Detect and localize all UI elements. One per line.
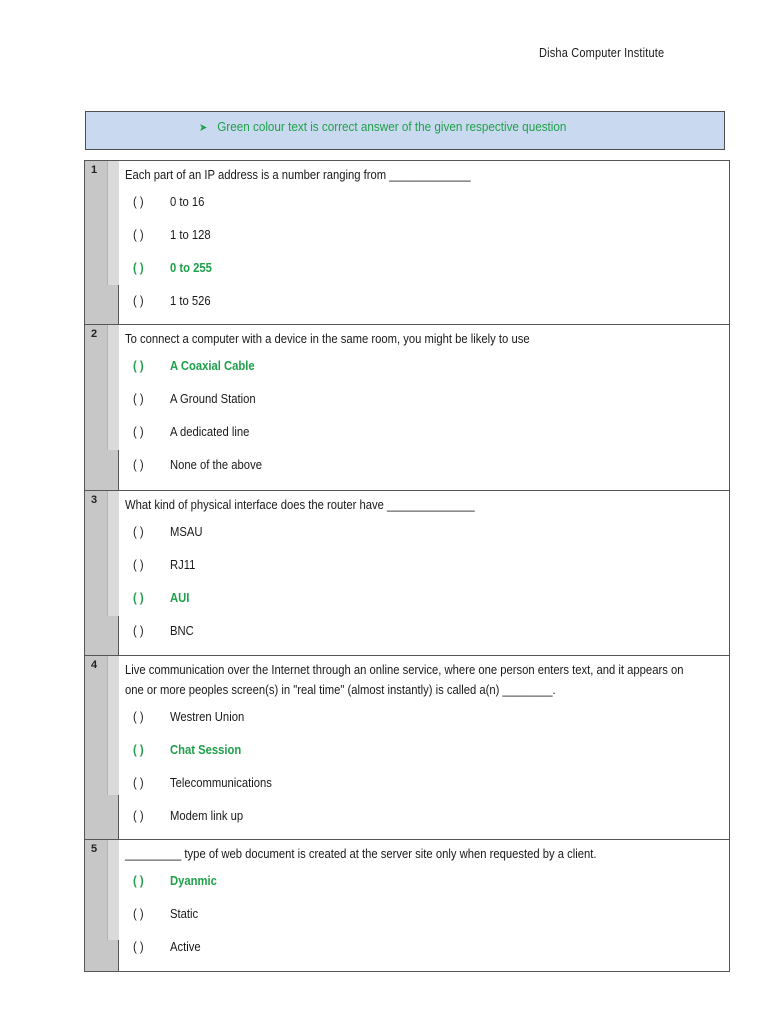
option-text: RJ11 <box>170 557 196 572</box>
option-item <box>125 218 729 251</box>
option-item <box>125 766 729 799</box>
option-text: Telecommunications <box>170 775 272 790</box>
option-marker: ( ) <box>133 293 144 308</box>
option-text: 1 to 128 <box>170 227 211 242</box>
option-item <box>125 284 729 317</box>
option-text: A Coaxial Cable <box>170 358 255 373</box>
option-text: Active <box>170 939 201 954</box>
option-marker: ( ) <box>133 590 144 605</box>
question-number: 5 <box>91 843 98 855</box>
notice-text: Green colour text is correct answer of the given respective question <box>217 119 567 134</box>
option-marker: ( ) <box>133 557 144 572</box>
option-text: BNC <box>170 623 194 638</box>
option-marker: ( ) <box>133 939 144 954</box>
option-item-correct <box>125 733 729 766</box>
option-marker: ( ) <box>133 457 144 472</box>
option-marker: ( ) <box>133 623 144 638</box>
question-number: 2 <box>91 328 98 340</box>
option-text: Westren Union <box>170 709 245 724</box>
option-text: A Ground Station <box>170 391 256 406</box>
question-block-4 <box>85 656 729 840</box>
option-marker: ( ) <box>133 808 144 823</box>
option-marker: ( ) <box>133 775 144 790</box>
option-marker: ( ) <box>133 742 144 757</box>
question-block-1 <box>85 161 729 325</box>
question-table <box>84 160 730 972</box>
question-number-column <box>85 840 119 971</box>
arrow-bullet-icon: ➤ <box>199 122 208 134</box>
option-text: A dedicated line <box>170 424 250 439</box>
option-marker: ( ) <box>133 524 144 539</box>
option-item-correct <box>125 864 729 897</box>
question-number: 1 <box>91 164 98 176</box>
option-text: Dyanmic <box>170 873 217 888</box>
question-number-column <box>85 491 119 655</box>
option-text: 0 to 16 <box>170 194 205 209</box>
option-text: Modem link up <box>170 808 244 823</box>
option-marker: ( ) <box>133 194 144 209</box>
institute-name: Disha Computer Institute <box>539 46 665 60</box>
option-marker: ( ) <box>133 391 144 406</box>
option-item <box>125 448 729 481</box>
option-marker: ( ) <box>133 906 144 921</box>
option-marker: ( ) <box>133 873 144 888</box>
question-number-column <box>85 656 119 839</box>
option-item <box>125 897 729 930</box>
option-item-correct <box>125 251 729 284</box>
option-item-correct <box>125 581 729 614</box>
option-text: 0 to 255 <box>170 260 212 275</box>
option-item <box>125 415 729 448</box>
question-text: To connect a computer with a device in the same room, you might be likely to use <box>125 332 530 346</box>
option-marker: ( ) <box>133 260 144 275</box>
question-text: Live communication over the Internet through an online service, where one person enters text, and it appears on one or more peoples screen(s) in "real time" (almost instantly) is called a(n) ________. <box>125 663 684 697</box>
option-text: None of the above <box>170 457 262 472</box>
question-text: What kind of physical interface does the router have ______________ <box>125 498 475 512</box>
question-text: _________ type of web document is created at the server site only when requested by a client. <box>125 847 597 861</box>
option-text: MSAU <box>170 524 203 539</box>
option-marker: ( ) <box>133 358 144 373</box>
question-block-3 <box>85 491 729 656</box>
option-text: 1 to 526 <box>170 293 211 308</box>
question-number: 3 <box>91 494 98 506</box>
option-item <box>125 515 729 548</box>
option-item <box>125 548 729 581</box>
option-item <box>125 614 729 647</box>
option-marker: ( ) <box>133 424 144 439</box>
option-text: AUI <box>170 590 190 605</box>
option-item <box>125 382 729 415</box>
option-text: Chat Session <box>170 742 242 757</box>
question-number: 4 <box>91 659 98 671</box>
option-item-correct <box>125 349 729 382</box>
notice-box <box>85 111 725 150</box>
question-number-column <box>85 325 119 490</box>
option-item <box>125 930 729 963</box>
question-number-column <box>85 161 119 324</box>
option-item <box>125 700 729 733</box>
notice-line <box>199 119 566 134</box>
question-block-2 <box>85 325 729 491</box>
option-item <box>125 185 729 218</box>
question-block-5 <box>85 840 729 971</box>
option-marker: ( ) <box>133 709 144 724</box>
question-text: Each part of an IP address is a number ranging from _____________ <box>125 168 471 182</box>
option-text: Static <box>170 906 199 921</box>
option-marker: ( ) <box>133 227 144 242</box>
option-item <box>125 799 729 832</box>
